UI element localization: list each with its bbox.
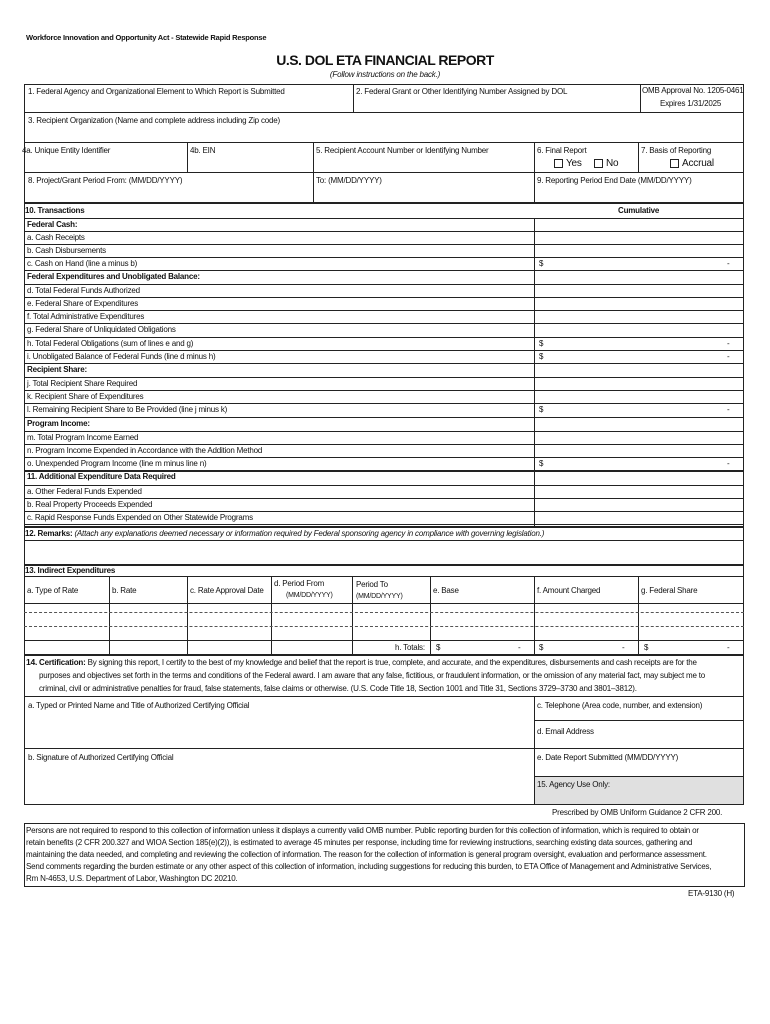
burden-line-1: Persons are not required to respond to this collection of information unless it displays a currently valid OMB number. Public reporting burden for this collection of information, which is required to obtain or	[26, 826, 699, 835]
expires-date: Expires 1/31/2025	[660, 99, 722, 108]
total-fedshare-dollar: $	[644, 643, 649, 652]
line-10e-cumulative-input[interactable]	[536, 298, 741, 309]
remarks-text: (Attach any explanations deemed necessary or information required by Federal sponsoring agency in compliance with governing legislation.)	[74, 529, 545, 538]
line-10d-label: d. Total Federal Funds Authorized	[27, 286, 140, 295]
page-title: U.S. DOL ETA FINANCIAL REPORT	[276, 52, 494, 68]
line-10k-label: k. Recipient Share of Expenditures	[27, 392, 144, 401]
federal-cash-heading-label: Federal Cash:	[27, 220, 78, 229]
final-report-yes[interactable]: Yes	[554, 159, 582, 169]
page-subtitle: (Follow instructions on the back.)	[329, 70, 441, 79]
no-checkbox[interactable]	[594, 159, 603, 168]
remarks-label: 12. Remarks:	[25, 529, 73, 538]
line-10d-cumulative-input[interactable]	[536, 285, 741, 296]
program-income-heading-label: Program Income:	[27, 419, 90, 428]
line-10g-cumulative-input[interactable]	[536, 324, 741, 335]
line-10f-cumulative-input[interactable]	[536, 311, 741, 322]
cert-number: 14.	[26, 657, 38, 667]
cert-email-label: d. Email Address	[537, 727, 594, 736]
field-9-label: 9. Reporting Period End Date (MM/DD/YYYY)	[537, 176, 692, 185]
act-line: Workforce Innovation and Opportunity Act - Statewide Rapid Response	[26, 33, 267, 42]
field-8-label: 8. Project/Grant Period From: (MM/DD/YYYY)	[28, 176, 183, 185]
line-10g-label: g. Federal Share of Unliquidated Obligations	[27, 325, 176, 334]
line-11c-label: c. Rapid Response Funds Expended on Other Statewide Programs	[27, 513, 253, 522]
line-10c-label: c. Cash on Hand (line a minus b)	[27, 259, 138, 268]
transactions-heading: 10. Transactions	[25, 206, 85, 215]
indirect-entry-rows[interactable]	[25, 604, 741, 639]
field-7-label: 7. Basis of Reporting	[641, 146, 712, 155]
line-10i-cumulative-input[interactable]	[536, 351, 741, 362]
line-10o-dollar: $	[539, 459, 544, 468]
line-10c-dollar: $	[539, 259, 544, 268]
line-10b-label: b. Cash Disbursements	[27, 246, 106, 255]
line-10l-dollar: $	[539, 405, 544, 414]
field-1-input[interactable]	[26, 98, 351, 110]
line-10h-label: h. Total Federal Obligations (sum of lines e and g)	[27, 339, 194, 348]
accrual-checkbox[interactable]	[670, 159, 679, 168]
line-10o-dash: -	[727, 459, 730, 468]
cumulative-heading: Cumulative	[618, 206, 660, 215]
line-10m-label: m. Total Program Income Earned	[27, 433, 139, 442]
omb-approval: OMB Approval No. 1205-0461	[642, 86, 744, 95]
field-5-label: 5. Recipient Account Number or Identifying Number	[316, 146, 489, 155]
line-10a-label: a. Cash Receipts	[27, 233, 85, 242]
line-11a-label: a. Other Federal Funds Expended	[27, 487, 142, 496]
line-10l-label: l. Remaining Recipient Share to Be Provided (line j minus k)	[27, 405, 228, 414]
remarks-line	[25, 529, 544, 539]
cert-phone-label: c. Telephone (Area code, number, and extension)	[537, 701, 703, 710]
field-1-label: 1. Federal Agency and Organizational Element to Which Report is Submitted	[28, 87, 285, 96]
indirect-col-c: c. Rate Approval Date	[190, 586, 264, 595]
line-10m-cumulative-input[interactable]	[536, 432, 741, 443]
line-10l-dash: -	[727, 405, 730, 414]
indirect-totals-label: h. Totals:	[395, 643, 425, 652]
indirect-col-b: b. Rate	[112, 586, 137, 595]
indirect-col-to-format: (MM/DD/YYYY)	[356, 593, 403, 600]
field-8-to-label: To: (MM/DD/YYYY)	[316, 176, 382, 185]
line-10i-dash: -	[727, 352, 730, 361]
cert-signature-label: b. Signature of Authorized Certifying Official	[28, 753, 174, 762]
line-10a-cumulative-input[interactable]	[536, 232, 741, 243]
burden-line-5: Rm N-4653, U.S. Department of Labor, Washington DC 20210.	[26, 874, 238, 883]
line-10o-label: o. Unexpended Program Income (line m minus line n)	[27, 459, 207, 468]
line-11b-label: b. Real Property Proceeds Expended	[27, 500, 153, 509]
federal-expenditures-heading-label: Federal Expenditures and Unobligated Balance:	[27, 272, 200, 281]
field-2-label: 2. Federal Grant or Other Identifying Number Assigned by DOL	[356, 87, 568, 96]
cert-name-label: a. Typed or Printed Name and Title of Authorized Certifying Official	[28, 701, 250, 710]
recipient-share-heading-label: Recipient Share:	[27, 365, 87, 374]
line-10k-cumulative-input[interactable]	[536, 391, 741, 402]
cert-signature-input[interactable]	[26, 764, 532, 802]
line-10c-dash: -	[727, 259, 730, 268]
remarks-input[interactable]	[26, 541, 741, 563]
line-10h-dash: -	[727, 339, 730, 348]
burden-line-2: retain benefits (2 CFR 200.327 and WIOA Section 185(e)(2)), is estimated to average 45 minutes per response, including time for reviewing instructions, searching existing data sources, gathering and	[26, 838, 693, 847]
line-10l-cumulative-input[interactable]	[536, 404, 741, 415]
line-11a-cumulative-input[interactable]	[536, 486, 741, 497]
line-10i-dollar: $	[539, 352, 544, 361]
prescribed-note: Prescribed by OMB Uniform Guidance 2 CFR 200.	[552, 808, 723, 817]
indirect-col-e: e. Base	[433, 586, 459, 595]
total-base-dollar: $	[436, 643, 441, 652]
total-base-dash: -	[518, 643, 521, 652]
burden-line-3: maintaining the data needed, and completing and reviewing the collection of information. The reason for the collection of information is general program oversight, evaluation and performance assessment.	[26, 850, 707, 859]
line-11c-cumulative-input[interactable]	[536, 512, 741, 523]
indirect-col-d: d. Period From	[274, 579, 325, 588]
line-10h-dollar: $	[539, 339, 544, 348]
cert-line-2: purposes and objectives set forth in the terms and conditions of the Federal award. I am aware that any false, fictitious, or fraudulent information, or the omission of any material fact, may subject me to	[39, 671, 706, 680]
indirect-col-d-format: (MM/DD/YYYY)	[286, 592, 333, 599]
field-6-label: 6. Final Report	[537, 146, 587, 155]
cert-label: Certification:	[39, 658, 86, 667]
form-id: ETA-9130 (H)	[688, 889, 735, 898]
final-report-no[interactable]: No	[594, 159, 618, 169]
line-10o-cumulative-input[interactable]	[536, 458, 741, 469]
line-10j-cumulative-input[interactable]	[536, 378, 741, 389]
cert-line-1: Certification: By signing this report, I certify to the best of my knowledge and belief that the report is true, complete, and accurate, and the expenditures, disbursements and cash receipts are for the	[39, 658, 697, 667]
total-charged-dollar: $	[539, 643, 544, 652]
cert-date-label: e. Date Report Submitted (MM/DD/YYYY)	[537, 753, 679, 762]
field-3-input[interactable]	[26, 127, 741, 140]
field-4a-label: 4a. Unique Entity Identifier	[22, 146, 111, 155]
line-10e-label: e. Federal Share of Expenditures	[27, 299, 139, 308]
additional-data-heading-label: 11. Additional Expenditure Data Required	[27, 472, 176, 481]
line-10n-cumulative-input[interactable]	[536, 445, 741, 456]
indirect-col-to: Period To	[356, 580, 388, 589]
cert-line-3: criminal, civil or administrative penalties for fraud, false statements, false claims or otherwise. (U.S. Code Title 18, Section 1001 and Title 31, Sections 3729–3730 and 3801–3812).	[39, 684, 637, 693]
agency-use-label: 15. Agency Use Only:	[537, 780, 610, 789]
field-3-label: 3. Recipient Organization (Name and complete address including Zip code)	[28, 116, 280, 125]
total-fedshare-dash: -	[727, 643, 730, 652]
line-10b-cumulative-input[interactable]	[536, 245, 741, 256]
field-2-input[interactable]	[356, 98, 638, 110]
cert-name-input[interactable]	[26, 712, 532, 746]
line-10j-label: j. Total Recipient Share Required	[27, 379, 138, 388]
line-10n-label: n. Program Income Expended in Accordance with the Addition Method	[27, 446, 263, 455]
burden-line-4: Send comments regarding the burden estimate or any other aspect of this collection of information, including suggestions for reducing this burden, to ETA Office of Management and Administrative Services,	[26, 862, 712, 871]
indirect-col-a: a. Type of Rate	[27, 586, 79, 595]
total-charged-dash: -	[622, 643, 625, 652]
indirect-col-g: g. Federal Share	[641, 586, 698, 595]
line-10c-cumulative-input[interactable]	[536, 258, 741, 269]
basis-accrual[interactable]: Accrual	[670, 159, 714, 169]
yes-checkbox[interactable]	[554, 159, 563, 168]
line-10f-label: f. Total Administrative Expenditures	[27, 312, 145, 321]
indirect-col-f: f. Amount Charged	[537, 586, 601, 595]
line-10h-cumulative-input[interactable]	[536, 338, 741, 349]
line-10i-label: i. Unobligated Balance of Federal Funds (line d minus h)	[27, 352, 216, 361]
indirect-heading: 13. Indirect Expenditures	[25, 566, 116, 575]
field-4b-label: 4b. EIN	[190, 146, 216, 155]
line-11b-cumulative-input[interactable]	[536, 499, 741, 510]
